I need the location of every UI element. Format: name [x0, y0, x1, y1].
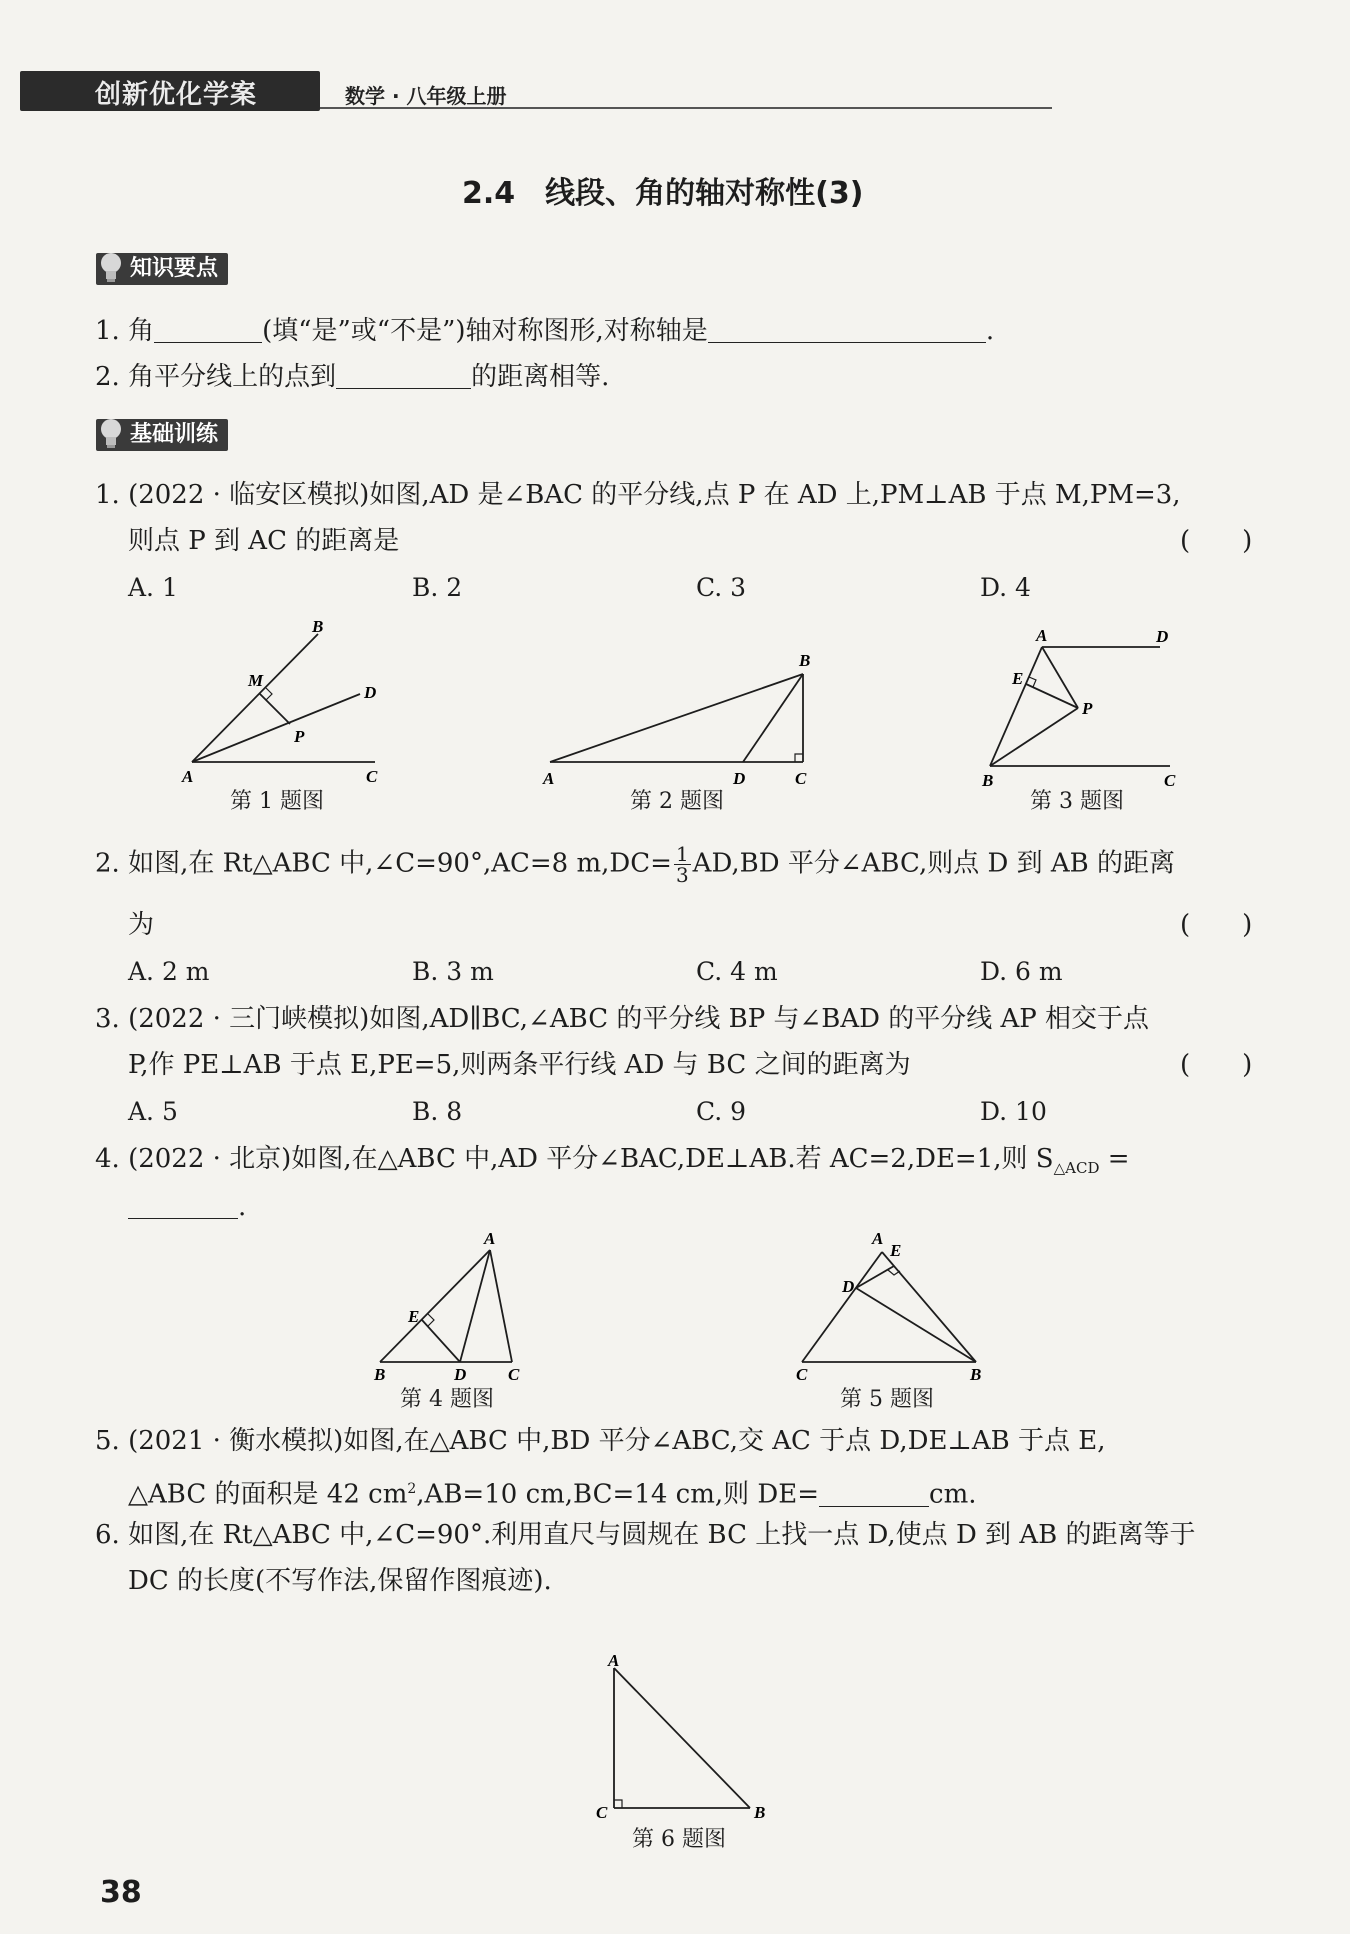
q2-line2: 为: [128, 910, 155, 940]
side-ab: [380, 1250, 490, 1362]
label-a: A: [182, 767, 194, 786]
section-knowledge-label: 知识要点: [130, 256, 219, 281]
q3-option-d: D. 10: [980, 1097, 1047, 1126]
segment-bd: [856, 1288, 976, 1362]
figure-5: [790, 1226, 990, 1382]
figure-6: [590, 1652, 780, 1824]
label-e: E: [890, 1241, 902, 1260]
segment-pm: [260, 694, 290, 724]
subject-label: 数学 · 八年级上册: [345, 84, 507, 108]
q1-line1: 1. (2022 · 临安区模拟)如图,AD 是∠BAC 的平分线,点 P 在 AD 上,PM⊥AB 于点 M,PM=3,: [95, 480, 1181, 510]
label-d: D: [364, 683, 377, 702]
q4-subscript: △ACD: [1053, 1159, 1100, 1178]
label-d: D: [842, 1277, 855, 1296]
fraction-one-third: [674, 844, 691, 885]
q5-superscript: 2: [407, 1481, 417, 1497]
figure-6-caption: 第 6 题图: [632, 1827, 726, 1852]
ray-ad: [192, 694, 360, 762]
label-m: M: [248, 671, 264, 690]
label-a: A: [543, 769, 555, 788]
q6-line2: DC 的长度(不写作法,保留作图痕迹).: [128, 1566, 552, 1596]
figure-2: [535, 648, 825, 790]
label-p: P: [294, 727, 305, 746]
q2-option-b: B. 3 m: [412, 957, 494, 986]
label-d: D: [1156, 627, 1169, 646]
label-c: C: [508, 1365, 520, 1380]
q5-text-b: ,AB=10 cm,BC=14 cm,则 DE=: [416, 1479, 820, 1510]
q1-line2: 则点 P 到 AC 的距离是: [128, 526, 400, 556]
label-d: D: [733, 769, 746, 788]
label-b: B: [982, 771, 994, 790]
lesson-title: 2.4 线段、角的轴对称性(3): [462, 176, 864, 211]
right-angle-mark: [614, 1800, 622, 1808]
q2-line1: [95, 844, 1175, 885]
label-a: A: [872, 1229, 884, 1248]
label-b: B: [799, 651, 811, 670]
q6-line1: 6. 如图,在 Rt△ABC 中,∠C=90°.利用直尺与圆规在 BC 上找一点 D,使点 D 到 AB 的距离等于: [95, 1520, 1196, 1550]
q2-text-b: AD,BD 平分∠ABC,则点 D 到 AB 的距离: [692, 848, 1176, 879]
k1-text-a: 1. 角: [95, 316, 155, 346]
q2-text-a: 2. 如图,在 Rt△ABC 中,∠C=90°,AC=8 m,DC=: [95, 848, 672, 879]
q4-line2: [128, 1190, 246, 1224]
q4-period: .: [238, 1192, 247, 1222]
q1-option-b: B. 2: [412, 573, 463, 602]
section-basic-tag: [96, 419, 228, 451]
figure-4-caption: 第 4 题图: [400, 1387, 494, 1412]
label-a: A: [608, 1652, 620, 1670]
side-ac: [490, 1250, 512, 1362]
figure-2-caption: 第 2 题图: [630, 789, 724, 814]
q3-option-c: C. 9: [696, 1097, 747, 1126]
answer-blank[interactable]: [708, 316, 986, 343]
label-c: C: [596, 1803, 608, 1822]
section-basic-label: 基础训练: [130, 422, 219, 447]
q1-answer-paren: ( ): [1180, 526, 1253, 556]
q3-line1: 3. (2022 · 三门峡模拟)如图,AD∥BC,∠ABC 的平分线 BP 与∠BAD 的平分线 AP 相交于点: [95, 1004, 1150, 1034]
q5-text-a: △ABC 的面积是 42 cm: [128, 1479, 408, 1510]
q3-option-a: A. 5: [128, 1097, 178, 1126]
knowledge-item-1: [95, 314, 994, 348]
segment-ad: [460, 1250, 490, 1362]
figure-1: [170, 612, 400, 792]
answer-blank[interactable]: [154, 316, 262, 343]
q4-equals: =: [1099, 1144, 1130, 1174]
series-title: 创新优化学案: [95, 80, 258, 110]
fraction-denominator: 3: [675, 863, 689, 887]
segment-de: [422, 1320, 460, 1362]
q2-option-c: C. 4 m: [696, 957, 778, 986]
lightbulb-icon: [98, 251, 124, 285]
lightbulb-icon: [98, 417, 124, 451]
q3-option-b: B. 8: [412, 1097, 463, 1126]
answer-blank[interactable]: [819, 1480, 929, 1507]
k1-text-c: .: [985, 316, 995, 346]
label-b: B: [374, 1365, 386, 1380]
right-angle-mark: [428, 1314, 434, 1326]
right-angle-mark: [266, 688, 272, 700]
q5-text-c: cm.: [929, 1479, 977, 1510]
header-rule: [320, 107, 1052, 109]
segment-bd: [743, 674, 803, 762]
right-angle-mark: [795, 754, 803, 762]
page-number: 38: [100, 1875, 142, 1910]
segment-de: [856, 1266, 894, 1288]
label-c: C: [366, 767, 378, 786]
answer-blank[interactable]: [336, 362, 471, 389]
answer-blank[interactable]: [128, 1192, 238, 1219]
label-b: B: [970, 1365, 982, 1382]
label-a: A: [1036, 626, 1048, 645]
side-ac: [802, 1252, 882, 1362]
q5-line2: [128, 1472, 977, 1512]
q1-option-c: C. 3: [696, 573, 747, 602]
side-ab: [882, 1252, 976, 1362]
knowledge-item-2: [95, 360, 609, 394]
fraction-numerator: 1: [675, 842, 689, 866]
figure-3: [970, 622, 1180, 790]
q5-line1: 5. (2021 · 衡水模拟)如图,在△ABC 中,BD 平分∠ABC,交 AC 于点 D,DE⊥AB 于点 E,: [95, 1426, 1106, 1456]
q1-option-d: D. 4: [980, 573, 1031, 602]
label-b: B: [754, 1803, 766, 1822]
label-c: C: [796, 1365, 808, 1382]
label-c: C: [1164, 771, 1176, 790]
label-e: E: [408, 1307, 420, 1326]
label-p: P: [1082, 699, 1093, 718]
label-e: E: [1012, 669, 1024, 688]
q2-option-a: A. 2 m: [128, 957, 210, 986]
q2-option-d: D. 6 m: [980, 957, 1063, 986]
q1-option-a: A. 1: [128, 573, 178, 602]
figure-3-caption: 第 3 题图: [1030, 789, 1124, 814]
figure-1-caption: 第 1 题图: [230, 789, 324, 814]
k2-text-b: 的距离相等.: [471, 362, 610, 392]
label-d: D: [454, 1365, 467, 1380]
label-b: B: [312, 617, 324, 636]
section-knowledge-tag: [96, 253, 228, 285]
q2-answer-paren: ( ): [1180, 910, 1253, 940]
figure-5-caption: 第 5 题图: [840, 1387, 934, 1412]
side-ab: [614, 1668, 750, 1808]
figure-4: [370, 1230, 530, 1380]
side-ab: [550, 674, 803, 762]
k2-text-a: 2. 角平分线上的点到: [95, 362, 337, 392]
q3-answer-paren: ( ): [1180, 1050, 1253, 1080]
k1-text-b: (填“是”或“不是”)轴对称图形,对称轴是: [262, 316, 708, 346]
q4-line1: [95, 1142, 1130, 1185]
label-c: C: [795, 769, 807, 788]
q3-line2: P,作 PE⊥AB 于点 E,PE=5,则两条平行线 AD 与 BC 之间的距离为: [128, 1050, 911, 1080]
label-a: A: [484, 1230, 496, 1248]
q4-text: 4. (2022 · 北京)如图,在△ABC 中,AD 平分∠BAC,DE⊥AB.若 AC=2,DE=1,则 S: [95, 1144, 1054, 1174]
